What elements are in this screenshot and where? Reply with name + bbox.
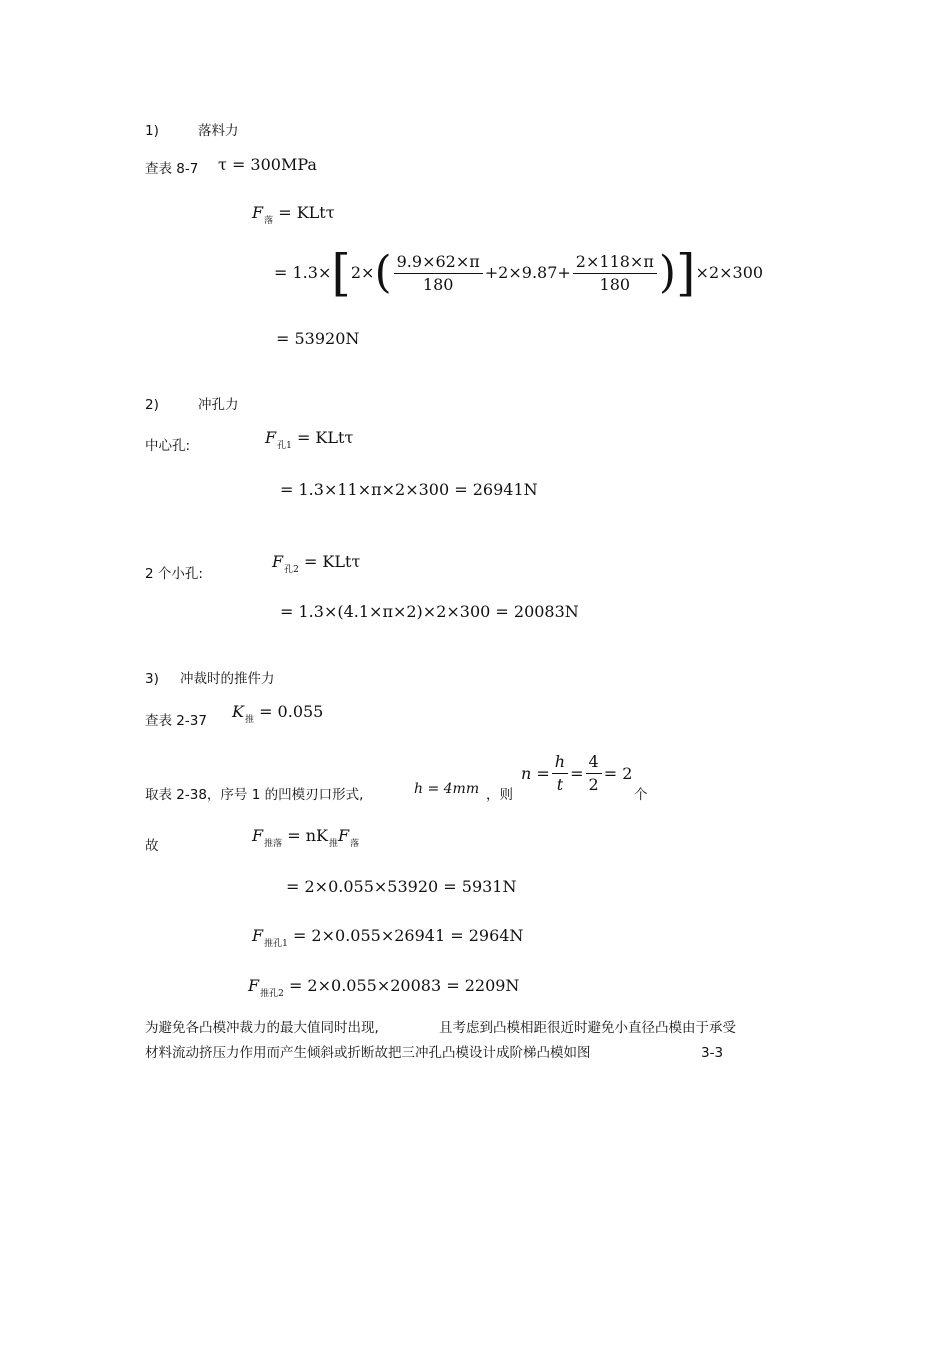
push-calc-1: = 2×0.055×53920 = 5931N xyxy=(286,877,517,896)
n-formula: n = $\frac{h}{t}$ = $\frac{4}{2}$ = 2 xyxy=(521,752,633,794)
formula-f-luo: $F_落 = KLt\tau$ xyxy=(252,203,335,226)
section1-title: 落料力 xyxy=(198,123,239,139)
center-hole-calc: = 1.3×11×π×2×300 = 26941N xyxy=(280,480,538,499)
fraction-1: $\frac{9.9\times 62\times\pi}{180}$ xyxy=(394,252,483,295)
gu-text: 故 xyxy=(145,838,159,854)
section1-number: 1) xyxy=(145,123,159,139)
paragraph-line1b: 且考虑到凸模相距很近时避免小直径凸模由于承受 xyxy=(439,1020,736,1036)
formula-f-tuiluo: $F_{推落} = nK_推F_落$ xyxy=(252,826,360,849)
tau-value: τ = 300MPa xyxy=(218,155,317,174)
formula-expansion: = 1.3× [ 2× ( $\frac{9.9\times 62\times\pi}{180}$ +2×9.87+ $\frac{2\times 118\times\pi}{180}$ ) ] ×2×300 xyxy=(274,244,764,302)
formula-f-kong2: $F_{孔2} = KLt\tau$ xyxy=(272,552,361,575)
n-fraction-1: $\frac{h}{t}$ xyxy=(552,752,568,795)
table-reference-text: 取表 2-38，序号 1 的凹模刃口形式, xyxy=(145,787,364,803)
n-fraction-2: $\frac{4}{2}$ xyxy=(586,752,602,795)
paragraph-line2b: 3-3 xyxy=(701,1045,724,1061)
ze-text: ，则 xyxy=(486,787,513,803)
small-holes-calc: = 1.3×(4.1×π×2)×2×300 = 20083N xyxy=(280,602,579,621)
section1-result: = 53920N xyxy=(276,329,360,348)
h-value: h = 4mm xyxy=(414,781,480,797)
fraction-2: $\frac{2\times 118\times\pi}{180}$ xyxy=(573,252,657,295)
small-holes-label: 2 个小孔: xyxy=(145,566,203,582)
section1-lookup: 查表 8-7 xyxy=(145,161,199,177)
formula-f-tuikong1: $F_{推孔1} = 2\times 0.055\times 26941 = 2964N$ xyxy=(252,926,524,949)
center-hole-label: 中心孔: xyxy=(145,438,191,454)
ge-text: 个 xyxy=(634,787,648,803)
formula-f-tuikong2: $F_{推孔2} = 2\times 0.055\times 20083 = 2209N$ xyxy=(248,976,520,999)
section3-title: 冲裁时的推件力 xyxy=(180,671,275,687)
paragraph-line1a: 为避免各凸模冲裁力的最大值同时出现, xyxy=(145,1020,379,1036)
section2-title: 冲孔力 xyxy=(198,397,239,413)
section2-number: 2) xyxy=(145,397,159,413)
section3-lookup: 查表 2-37 xyxy=(145,713,207,729)
section3-number: 3) xyxy=(145,671,159,687)
k-value: $K_推 = 0.055$ xyxy=(232,702,324,725)
formula-f-kong1: $F_{孔1} = KLt\tau$ xyxy=(265,428,354,451)
paragraph-line2a: 材料流动挤压力作用而产生倾斜或折断故把三冲孔凸模设计成阶梯凸模如图 xyxy=(145,1045,591,1061)
